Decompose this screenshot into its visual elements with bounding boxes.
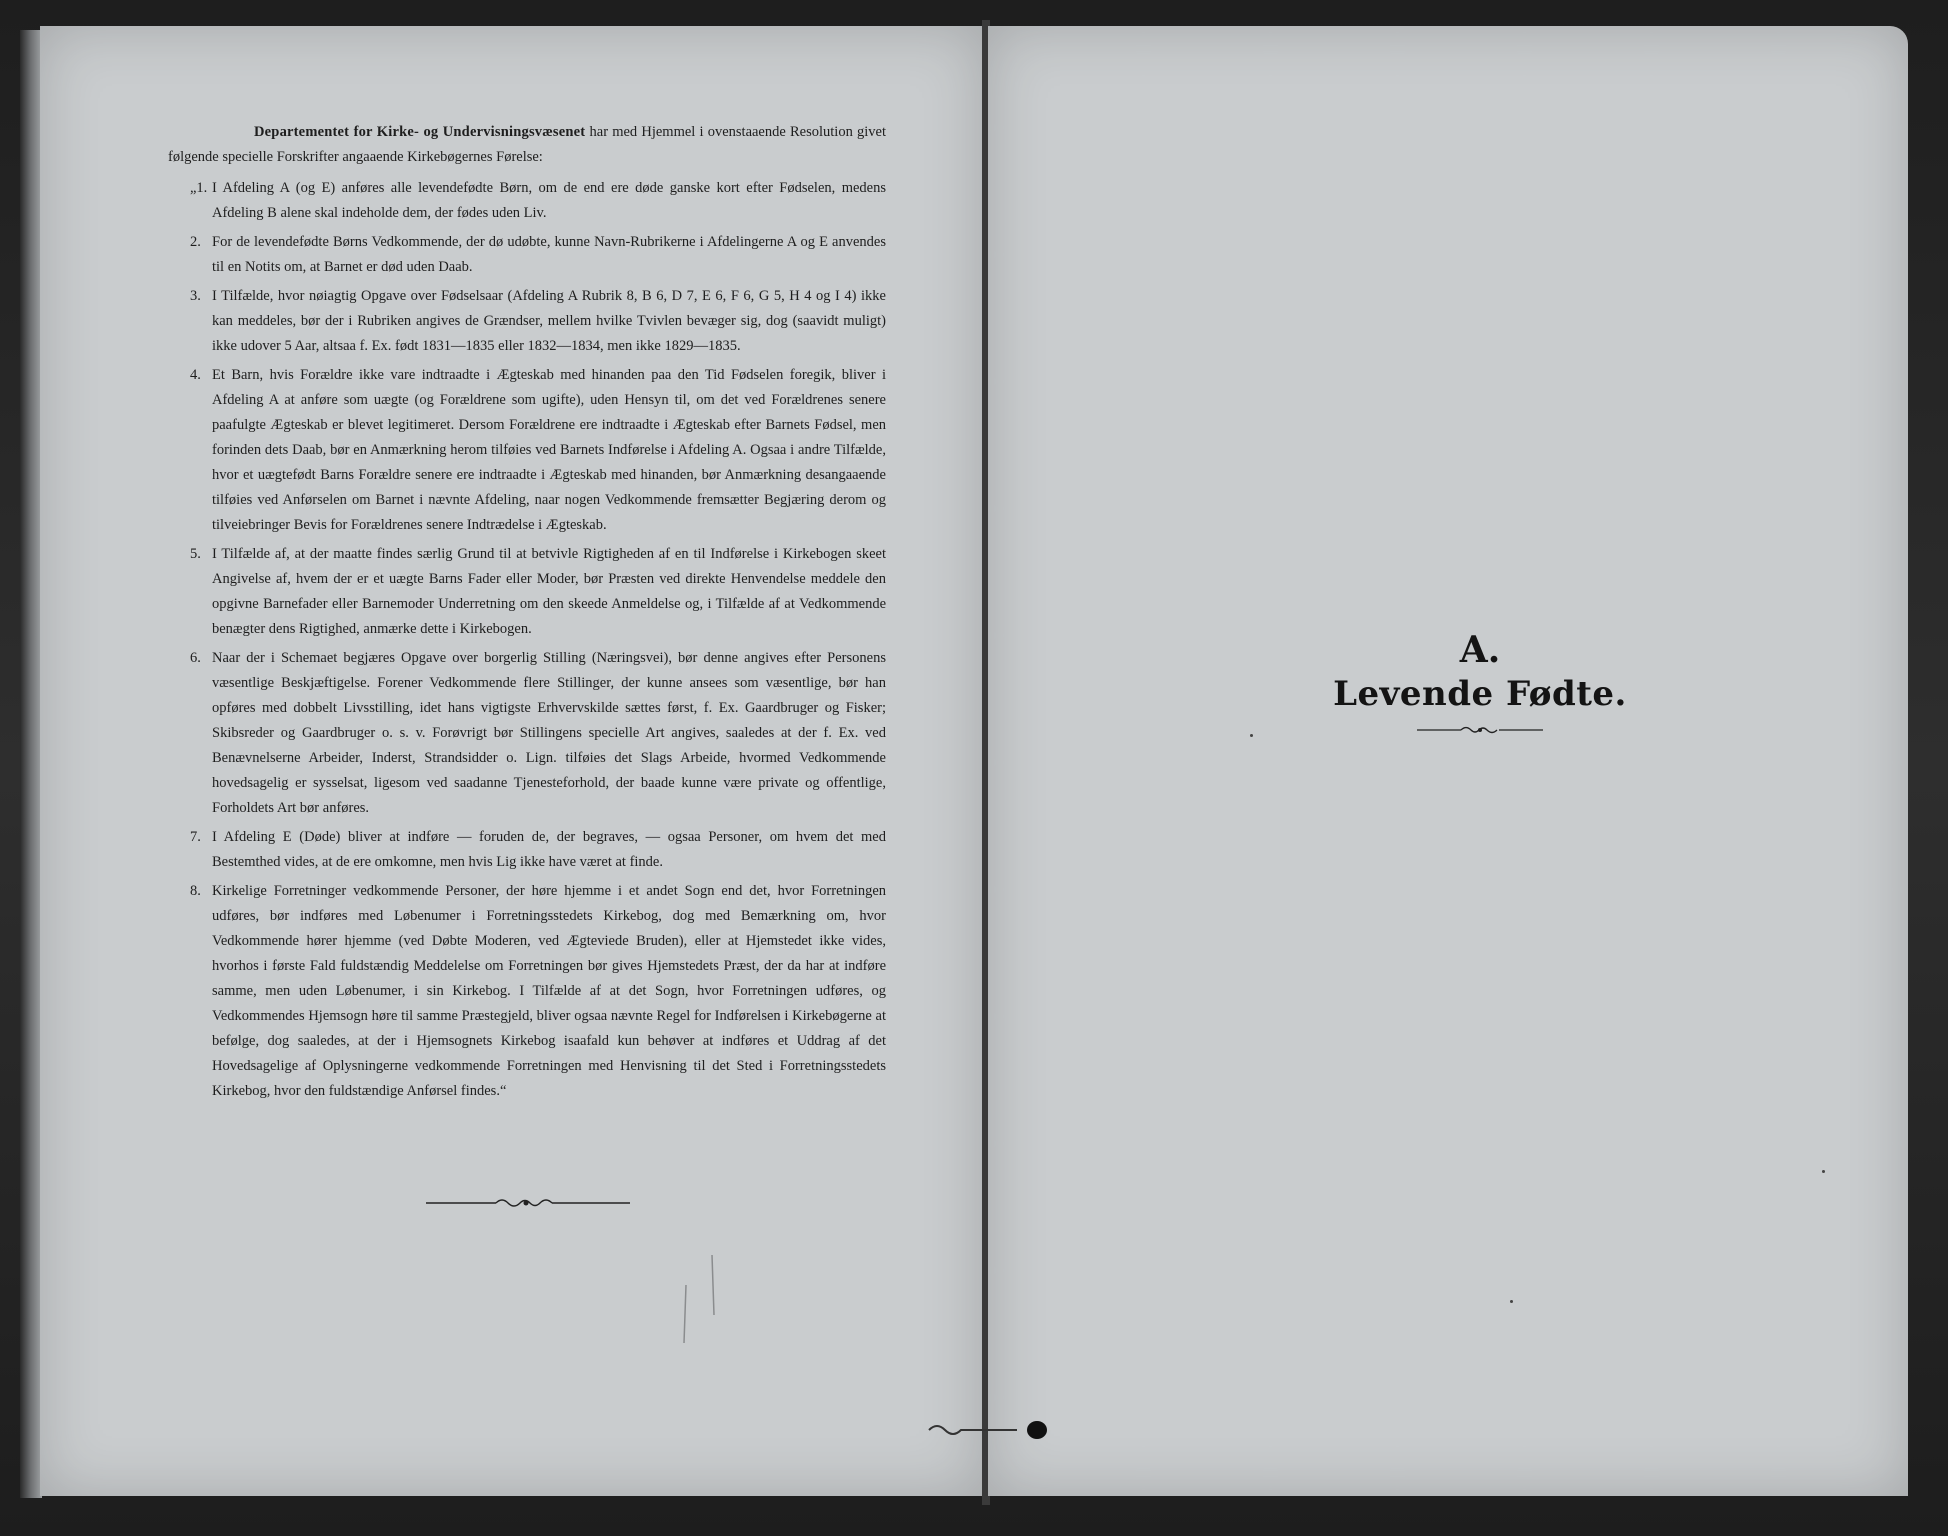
- regulation-item: [146, 230, 886, 280]
- regulation-item: [146, 176, 886, 226]
- regulation-item: [146, 879, 886, 1104]
- regulation-item: [146, 646, 886, 821]
- item-number: 2.: [190, 234, 201, 250]
- item-number: 3.: [190, 288, 201, 304]
- item-text: I Afdeling E (Døde) bliver at indføre — foruden de, der begraves, — ogsaa Personer, om hvem det med Bestemthed vides, at de ere omkomne, men hvis Lig ikke have været at finde.: [212, 829, 886, 870]
- item-text: Kirkelige Forretninger vedkommende Personer, der høre hjemme i et andet Sogn end det, hvor Forretningen udføres, bør indføres med Løbenumer i Forretningsstedets Kirkebog, dog med Bemærkning om, hvor Vedkommende hører hjemme (ved Døbte Moderen, ved Ægteviede Bruden), eller at Hjemstedet ikke vides, hvorhos i første Fald fuldstændig Meddelelse om Forretningen bør gives Hjemstedets Præst, der da har at indføre samme, men uden Løbenumer, i sin Kirkebog. I Tilfælde af at det Sogn, hvor Forretningen udføres, og Vedkommendes Hjemsogn høre til samme Præstegjeld, bliver ogsaa nævnte Regel for Indførelsen i Kirkebøgerne at befølge, dog saaledes, at der i Hjemsognets Kirkebog isaafald kun behøver at indføres et Uddrag af det Hovedsagelige af Oplysningerne vedkommende Forretningen med Henvisning til det Sted i Forretningsstedets Kirkebog, hvor den fuldstændige Anførsel findes.“: [212, 883, 886, 1099]
- item-number: 4.: [190, 367, 201, 383]
- book-edge: [20, 30, 42, 1498]
- department-name: Departementet for Kirke- og Undervisningsvæsenet: [254, 124, 586, 140]
- item-text: I Tilfælde af, at der maatte findes særlig Grund til at betvivle Rigtigheden af en til Indførelse i Kirkebogen skeet Angivelse af, hvem der er et uægte Barns Fader eller Moder, bør Præsten ved direkte Henvendelse meddele den opgivne Barnefader eller Barnemoder Underretning om den skeede Anmeldelse og, i Tilfælde af at Vedkommende benægter dens Rigtighed, anmærke dette i Kirkebogen.: [212, 546, 886, 637]
- regulation-item: [146, 284, 886, 359]
- regulation-item: [146, 363, 886, 538]
- item-text: I Tilfælde, hvor nøiagtig Opgave over Fødselsaar (Afdeling A Rubrik 8, B 6, D 7, E 6, F 6, G 5, H 4 og I 4) ikke kan meddeles, bør der i Rubriken angives de Grændser, mellem hvilke Tvivlen bevæger sig, dog (saavidt muligt) ikke udover 5 Aar, altsaa f. Ex. født 1831—1835 eller 1832—1834, men ikke 1829—1835.: [212, 288, 886, 354]
- item-text: Naar der i Schemaet begjæres Opgave over borgerlig Stilling (Næringsvei), bør denne angives efter Personens væsentlige Beskjæftigelse. Forener Vedkommende flere Stillinger, der kunne ansees som væsentlige, bør han opføres med dobbelt Livsstilling, idet hans vigtigste Erhvervskilde sættes først, f. Ex. Gaardbruger og Fisker; Skibsreder og Gaardbruger o. s. v. Forøvrigt bør Stillingens specielle Art angives, saaledes at der f. Ex. ved Benævnelserne Arbeider, Inderst, Strandsidder o. Lign. tilføies det Slags Arbeide, hvormed Vedkommende hovedsagelig er sysselsat, ligesom ved saadanne Tjenesteforhold, der baade kunne være private og offentlige, Forholdets Art bør anføres.: [212, 650, 886, 816]
- dust-speck: [1510, 1300, 1513, 1303]
- item-number: 7.: [190, 829, 201, 845]
- item-number: 5.: [190, 546, 201, 562]
- heading-ornament: [1417, 724, 1543, 736]
- regulations-text: [146, 120, 886, 1108]
- section-heading: [1300, 628, 1660, 736]
- item-text: I Afdeling A (og E) anføres alle levendefødte Børn, om de end ere døde ganske kort efter Fødselen, medens Afdeling B alene skal indeholde dem, der fødes uden Liv.: [212, 180, 886, 221]
- section-title: Levende Fødte.: [1333, 674, 1627, 714]
- item-text: For de levendefødte Børns Vedkommende, der dø udøbte, kunne Navn-Rubrikerne i Afdelingerne A og E anvendes til en Notits om, at Barnet er død uden Daab.: [212, 234, 886, 275]
- pencil-marks: [680, 1255, 720, 1345]
- dust-speck: [1250, 734, 1253, 737]
- item-number: 6.: [190, 650, 201, 666]
- intro-text: har med Hjemmel i ovenstaaende Resolution givet følgende specielle Forskrifter angaaende Kirkebøgernes Førelse:: [168, 124, 887, 165]
- item-text: Et Barn, hvis Forældre ikke vare indtraadte i Ægteskab med hinanden paa den Tid Fødselen foregik, bliver i Afdeling A at anføre som uægte (og Forældrene som ugifte), uden Hensyn til, om det ved Forældrenes senere paafulgte Ægteskab er blevet legitimeret. Dersom Forældrene ere indtraadte i Ægteskab efter Barnets Fødsel, men forinden dets Daab, bør en Anmærkning herom tilføies ved Barnets Indførelse i Afdeling A. Ogsaa i andre Tilfælde, hvor et uægtefødt Barns Forældre senere ere indtraadte i Ægteskab med hinanden, bør Anmærkning desangaaende tilføies ved Anførselen om Barnet i nævnte Afdeling, naar nogen Vedkommende fremsætter Begjæring derom og tilveiebringer Bevis for Forældrenes senere Indtrædelse i Ægteskab.: [212, 367, 886, 533]
- section-letter: A.: [1459, 629, 1501, 671]
- item-number: 8.: [190, 883, 201, 899]
- item-number: „1.: [190, 180, 208, 196]
- regulation-item: [146, 825, 886, 875]
- divider-ornament: [426, 1196, 630, 1210]
- dust-speck: [1822, 1170, 1825, 1173]
- intro-paragraph: [168, 120, 886, 170]
- regulation-item: [146, 542, 886, 642]
- book-clasp: [925, 1410, 1055, 1450]
- right-page: [988, 26, 1908, 1496]
